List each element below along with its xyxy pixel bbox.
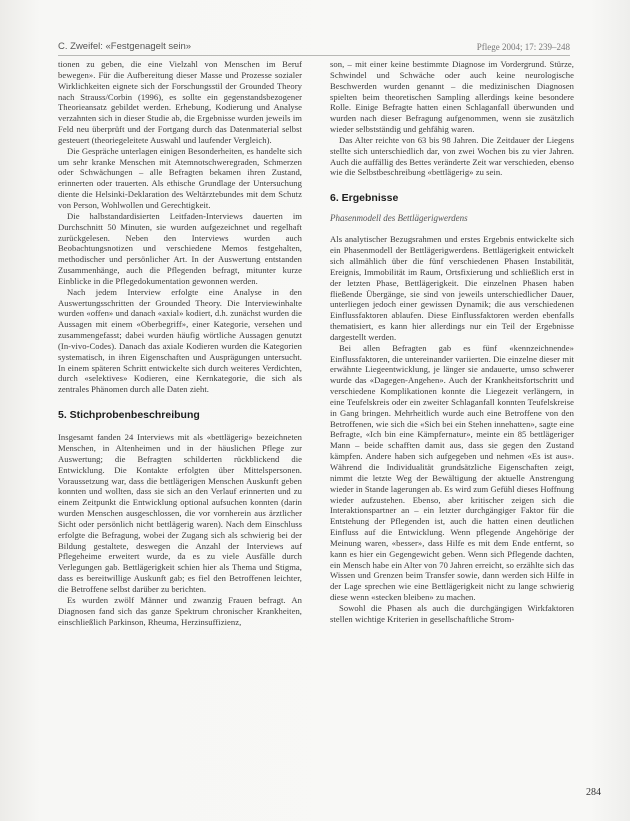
body-paragraph: Nach jedem Interview erfolgte eine Analyse in den Auswertungsschritten der Grounded Theory. Die Interviewinhalte wurden «offen» und danach «axial» kodiert, d.h. zunächst wurden die Aussagen mit einem «Oberbegriff», einer Kategorie, versehen und zusammengefasst; dabei wurden häufig wörtliche Aussagen genutzt (In-vivo-Codes). Danach das axiale Kodieren wurden die Kategorien systematisch, in ihren Eigenschaften und Ausprägungen untersucht. In einem späteren Schritt entwickelte sich durch weiteres Verdichten, durch «selektives» Kodieren, eine Kernkategorie, die sich als zentrales Phänomen durch alle Daten zieht. bbox=[58, 286, 302, 395]
right-column bbox=[330, 59, 574, 625]
body-paragraph: Insgesamt fanden 24 Interviews mit als «bettlägerig» bezeichneten Menschen, in Altenheimen und in der häuslichen Pflege zur Auswertung; die Befragten schilderten rückblickend die Entwicklung. Die Kontakte erfolgten über Mittelspersonen. Voraussetzung war, dass die bettlägerigen Menschen Auskunft geben konnten und wollten, dass sie sich an den Verlauf erinnerten und zu einem Zeitpunkt die Entwicklung optional aufsuchen konnten (darin wurden Menschen ausgeschlossen, die vor vornherein aus ärztlicher Sicht oder persönlich nicht bettlägerig waren). Nach dem Einschluss erfolgte die Befragung, wobei der Zugang sich als schwierig bei der Bildung gestaltete, deswegen die Anzahl der Interviews auf Pflegeheime erweitert wurde, da es zu viele Ausfälle durch Verlegungen gab. Bettlägerigkeit schien hier als Thema und Stigma, dass es bereitwillige Auskunft gab; es fiel den Betroffenen leichter, die Betroffene selbst darüber zu berichten. bbox=[58, 432, 302, 594]
body-paragraph: Die Gespräche unterlagen einigen Besonderheiten, es handelte sich um sehr kranke Menschen mit Atemnotschweregraden, Schmerzen oder Schwächungen – alle Befragten bekamen ihren Zustand, erinnerten oder trauerten. Als ethische Grundlage der Untersuchung diente die Helsinki-Deklaration des Weltärztebundes mit dem Schutz von Person, Wohlwollen und Gerechtigkeit. bbox=[58, 145, 302, 210]
body-paragraph: Das Alter reichte von 63 bis 98 Jahren. Die Zeitdauer der Liegens stellte sich unterschiedlich dar, von zwei Wochen bis zu vier Jahren. Auch die auffällig des Bettes veränderte Zeit war verschieden, ebenso wie die Selbstbeschreibung «bettlägerig» zu sein. bbox=[330, 134, 574, 178]
section-heading: 5. Stichprobenbeschreibung bbox=[58, 409, 200, 422]
left-column bbox=[58, 59, 302, 627]
body-paragraph: Es wurden zwölf Männer und zwanzig Frauen befragt. An Diagnosen fand sich das ganze Spektrum chronischer Krankheiten, einschließlich Parkinson, Rheuma, Herzinsuffizienz, bbox=[58, 594, 302, 627]
page-number: 284 bbox=[586, 787, 601, 798]
section-heading: 6. Ergebnisse bbox=[330, 192, 399, 205]
body-paragraph: Als analytischer Bezugsrahmen und erstes Ergebnis entwickelte sich ein Phasenmodell der Bettlägerigwerdens. Bettlägerigkeit entwickelt sich allmählich über die fünf verschiedenen Phasen Instabilität, Ereignis, Immobilität im Raum, Ortsfixierung und schließlich erst in der letzten Phase, Bettlägerigkeit. Die einzelnen Phasen haben fließende Übergänge, sie sind von jeweils unterschiedlicher Dauer, unterliegen jedoch einer gewissen Dynamik; die aus verschiedenen Einflussfaktoren ablaufen. Diese Einflussfaktoren werden ebenfalls thematisiert, es kann hier allerdings nur ein Teil der Ergebnisse dargestellt werden. bbox=[330, 234, 574, 342]
body-paragraph: Bei allen Befragten gab es fünf «kennzeichnende» Einflussfaktoren, die untereinander variierten. Die einzelne dieser mit erwähnte Liegeentwicklung, je länger sie andauerte, umso schwerer wurde das «Dagegen-Angehen». Auch der Krankheitsfortschritt und verschiedene Komplikationen konnte die Liegezeit verlängern, in eine Teufelskreis oder ein zweiter Schlaganfall konnten Teufelskreise in Gang bringen. Mehrheitlich wurde auch eine Betroffene von den Betroffenen, wie sich die «Sich bei ein Stehen innehatten», sagte eine Befragte, «Ich bin eine Kämpfernatur», meinte ein 85 bettlägeriger Mann – beide schafften damit aus, dass sie gegen den Zustand kämpfen. Andere haben sich aufgegeben und nehmen «Es ist aus». Während die Individualität grundsätzliche Eigenschaften zeigt, nimmt die letzte Weg der Bewältigung der aktuelle Anstrengung wieder in Stande lagerungen ab. Es wird zum Gefühl dieses Hoffnung wieder aufzustehen. Ebenso, aber kritischer zeigen sich die Interaktionspartner an – ein letzter durchgängiger Faktor für die Entstehung der Pflegenden ist, auch die hatten einen deutlichen Einfluss auf die Entwicklung. Wenn pflegende Angehörige der Meinung waren, «besser», dass Hilfe es mit dem Ende entfernt, so kann es hier ein Gegengewicht geben. Wenn sich Pflegende dachten, ein Mensch habe ein Alter von 70 Jahren erreicht, so erzählte sich das Wissen und Grenzen beim Transfer sowie, dann werden sich Hilfe in der Lage sprechen wie eine Bettlägerigkeit nicht zu lange schwierig diese wenn «stecken bleiben» zu machen. bbox=[330, 342, 574, 603]
header-publication: Pflege 2004; 17: 239–248 bbox=[476, 42, 570, 52]
header-author: C. Zweifel: «Festgenagelt sein» bbox=[58, 41, 192, 52]
running-header bbox=[58, 40, 570, 56]
body-paragraph: tionen zu geben, die eine Vielzahl von Menschen im Beruf bewegen». Für die Aufbereitung dieser Masse und Prozesse sozialer Wirklichkeiten eignete sich der Forschungsstil der Grounded Theory nach Strauss/Corbin (1996), es sollte ein gegenstandsbezogener Theorieansatz gebildet werden. Erhebung, Kodierung und Analyse verzahnten sich in dieser Studie ab, die Ergebnisse wurden jeweils im Feld neu überprüft und der Fortgang durch das Datenmaterial selbst gesteuert (theoriegeleitete Auswahl und laufender Vergleich). bbox=[58, 59, 302, 145]
body-paragraph: son, – mit einer keine bestimmte Diagnose im Vordergrund. Stürze, Schwindel und Schwäche oder auch keine neurologische Beschwerden wurden genannt – die medizinischen Diagnosen spielten beim theoretischen Sampling allerdings keine besondere Rolle. Einige Befragte hatten einen Schlaganfall überwunden und wurden nach dieser Befragung aufgenommen, wenn sie zusätzlich wieder selbstständig und gehfähig waren. bbox=[330, 59, 574, 135]
subsection-heading: Phasenmodell des Bettlägerigwerdens bbox=[330, 213, 468, 224]
body-paragraph: Die halbstandardisierten Leitfaden-Interviews dauerten im Durchschnitt 50 Minuten, sie wurden aufgezeichnet und regelhaft zurückgelesen. Neben den Interviews wurden auch Beobachtungsnotizen und verschiedene Memos festgehalten, methodischer und persönlicher Art. In der Auswertung entstanden Zusammenhänge, auch die Pflegenden befragt, mitunter kurze Einblicke in die Pflegedokumentation gewonnen werden. bbox=[58, 210, 302, 286]
body-paragraph: Sowohl die Phasen als auch die durchgängigen Wirkfaktoren stellen wichtige Kriterien in gesellschaftliche Strom- bbox=[330, 602, 574, 624]
header-rule bbox=[58, 55, 570, 56]
